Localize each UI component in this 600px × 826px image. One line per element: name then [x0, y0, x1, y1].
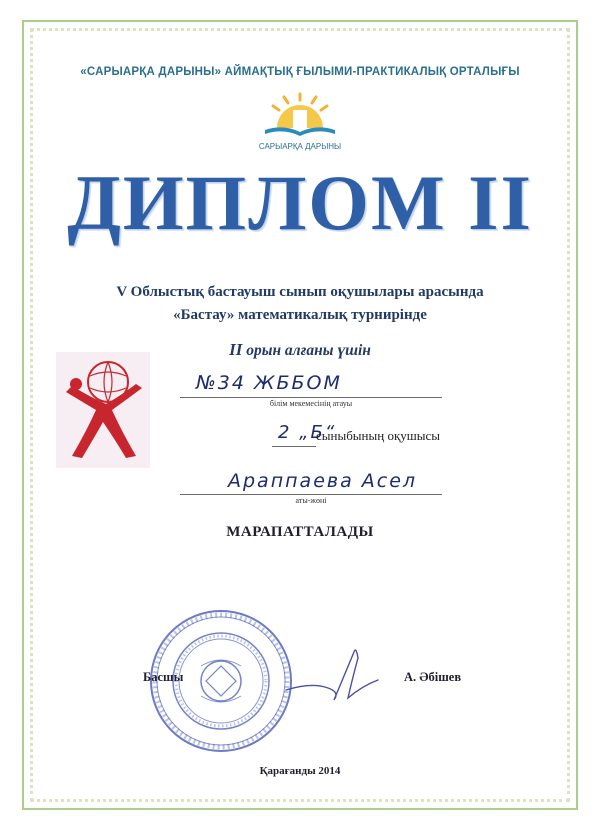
school-emblem-icon: [56, 352, 150, 468]
name-underline: [180, 494, 442, 495]
grade-underline: [272, 446, 316, 447]
logo-caption: САРЫАРҚА ДАРЫНЫ: [258, 142, 342, 151]
director-name: А. Әбішев: [404, 670, 462, 684]
director-label: Басшы: [143, 670, 184, 684]
grade-suffix: сыныбының оқушысы: [316, 428, 441, 443]
tournament-line-1: V Облыстық бастауыш сынып оқушылары арасында: [116, 284, 484, 300]
award-text: МАРАПАТТАЛАДЫ: [226, 524, 374, 540]
school-caption: білім мекемесінің атауы: [269, 399, 353, 408]
place-roman: II: [229, 340, 243, 359]
tournament-line-2: «Бастау» математикалық турнирінде: [173, 307, 427, 323]
grade-value: 2 „Б“: [278, 422, 337, 443]
school-name-value: №34 ЖББОМ: [196, 372, 342, 394]
diploma-title: ДИПЛОМ II: [67, 159, 533, 246]
school-underline: [180, 397, 442, 398]
organization-header: «САРЫАРҚА ДАРЫНЫ» АЙМАҚТЫҚ ҒЫЛЫМИ-ПРАКТИКАЛЫҚ ОРТАЛЫҒЫ: [80, 66, 520, 78]
place-date-footer: Қарағанды 2014: [259, 765, 341, 777]
signature-icon: [282, 640, 382, 710]
name-caption: аты-жөні: [295, 496, 327, 505]
student-name-value: Араппаева Асел: [228, 470, 418, 492]
place-text: орын алғаны үшін: [242, 342, 371, 359]
